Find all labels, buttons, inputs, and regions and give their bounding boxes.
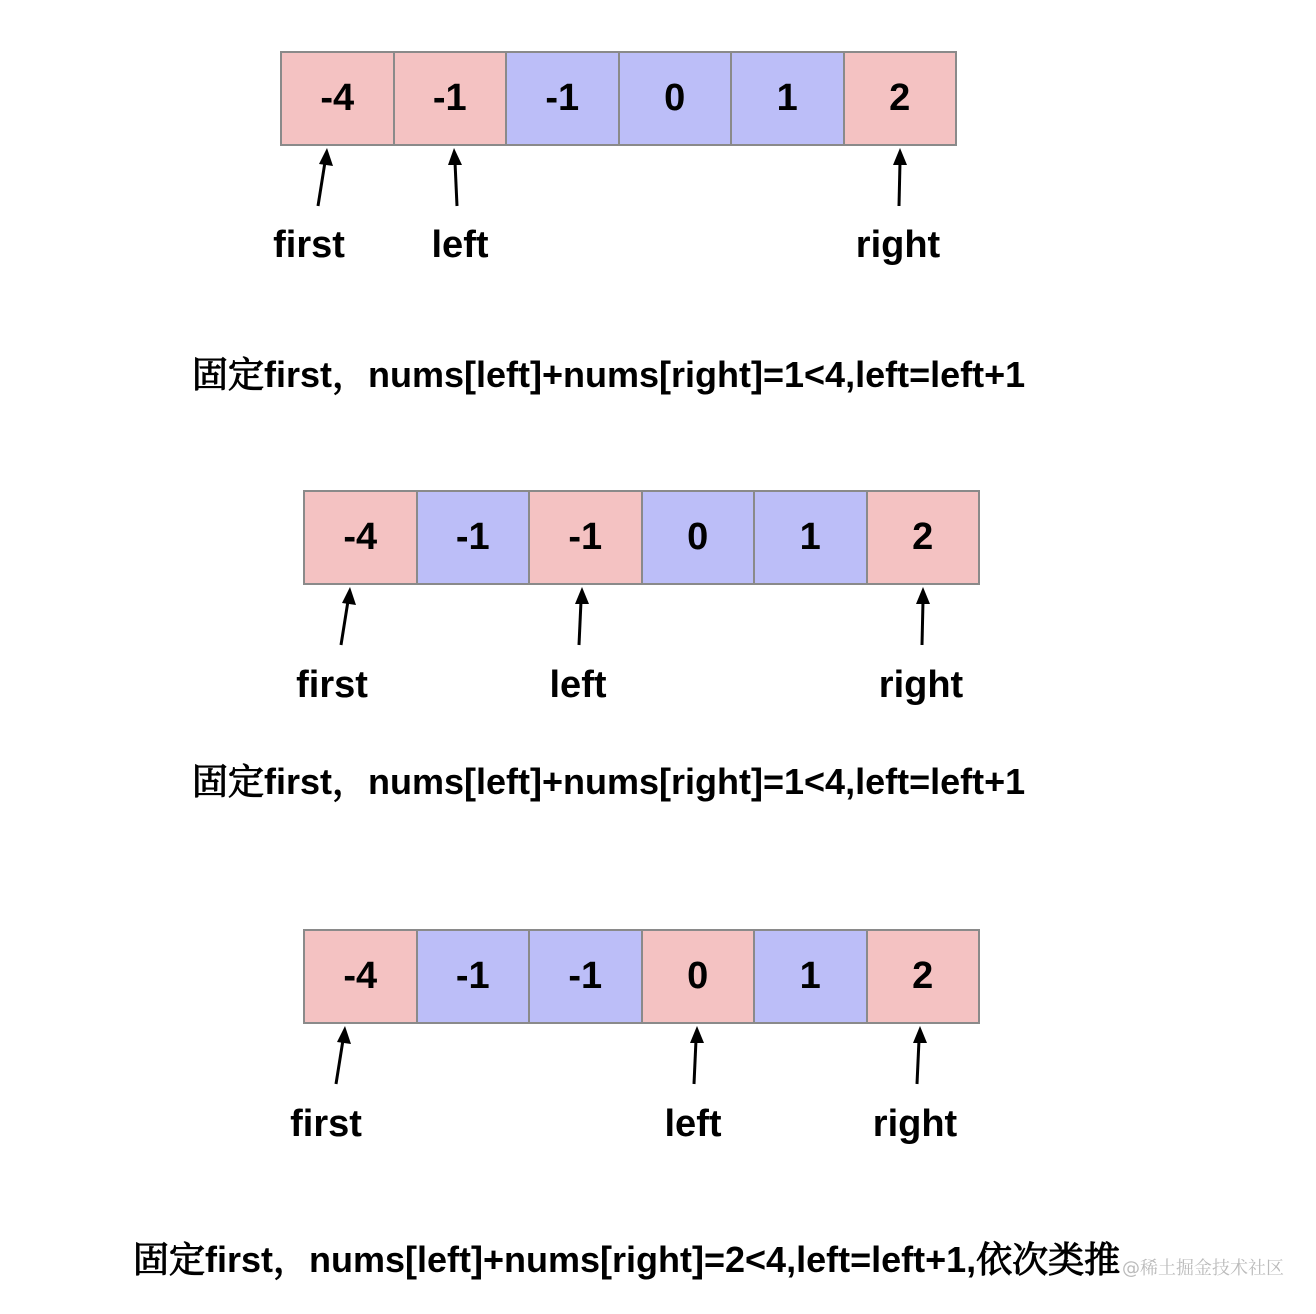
right-pointer-arrow (908, 587, 938, 649)
array-cell-4: 1 (755, 492, 868, 583)
array-cell-3: 0 (643, 492, 756, 583)
array-cell-4: 1 (732, 53, 845, 144)
left-pointer-label: left (549, 664, 607, 706)
left-pointer-label: left (431, 224, 489, 266)
step-caption: 固定first，nums[left]+nums[right]=1<4,left=left+1 (192, 761, 1026, 802)
left-pointer-arrow (681, 1026, 711, 1088)
first-pointer-arrow (331, 587, 361, 649)
array-cell-2: -1 (530, 492, 643, 583)
array-cell-0: -4 (305, 931, 418, 1022)
array (280, 51, 957, 146)
array-cell-2: -1 (530, 931, 643, 1022)
array-cell-0: -4 (282, 53, 395, 144)
array-cell-0: -4 (305, 492, 418, 583)
left-pointer-label: left (664, 1103, 722, 1145)
step-caption: 固定first，nums[left]+nums[right]=1<4,left=left+1 (192, 354, 1026, 395)
step-caption: 固定first，nums[left]+nums[right]=2<4,left=left+1,依次类推 (133, 1239, 1121, 1280)
array-cell-3: 0 (643, 931, 756, 1022)
first-pointer-arrow (326, 1026, 356, 1088)
watermark: @稀土掘金技术社区 (1122, 1258, 1284, 1279)
array-cell-2: -1 (507, 53, 620, 144)
first-pointer-arrow (308, 148, 338, 210)
first-pointer-label: first (296, 664, 368, 706)
array-cell-3: 0 (620, 53, 733, 144)
right-pointer-label: right (855, 224, 941, 266)
array-cell-1: -1 (395, 53, 508, 144)
array-cell-5: 2 (868, 931, 981, 1022)
array-cell-5: 2 (868, 492, 981, 583)
right-pointer-arrow (885, 148, 915, 210)
right-pointer-label: right (878, 664, 964, 706)
array-cell-1: -1 (418, 492, 531, 583)
array (303, 490, 980, 585)
left-pointer-arrow (566, 587, 596, 649)
array (303, 929, 980, 1024)
array-cell-1: -1 (418, 931, 531, 1022)
left-pointer-arrow (440, 148, 470, 210)
array-cell-5: 2 (845, 53, 958, 144)
right-pointer-label: right (872, 1103, 958, 1145)
first-pointer-label: first (273, 224, 345, 266)
right-pointer-arrow (903, 1026, 933, 1088)
array-cell-4: 1 (755, 931, 868, 1022)
first-pointer-label: first (290, 1103, 362, 1145)
